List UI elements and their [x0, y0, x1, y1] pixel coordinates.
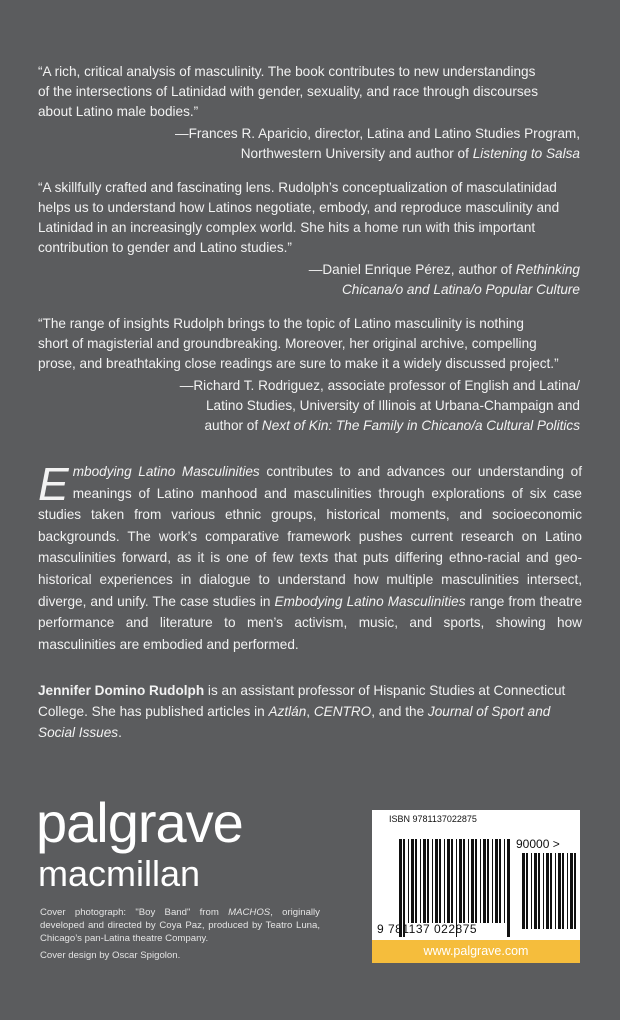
- author-bio: [38, 680, 582, 743]
- attribution-text: Northwestern University and author of: [240, 146, 473, 161]
- journal-title: Journal of Sport and Social Issues: [38, 704, 551, 740]
- isbn-label: ISBN 9781137022875: [389, 814, 477, 824]
- quote-3-line-1: “The range of insights Rudolph brings to the topic of Latino masculinity is nothing: [38, 316, 524, 331]
- quote-1-attribution-1: —Frances R. Aparicio, director, Latina and Latino Studies Program,: [175, 126, 580, 141]
- quote-2-attribution-1: [309, 261, 580, 279]
- barcode-bar: [574, 853, 576, 929]
- design-credit: Cover design by Oscar Spigolon.: [40, 950, 181, 961]
- barcode-bar: [492, 839, 493, 937]
- attribution-text: —Daniel Enrique Pérez, author of: [308, 262, 516, 277]
- bio-text: .: [118, 725, 122, 740]
- barcode-bar: [567, 853, 568, 929]
- quote-2-line-3: Latinidad in an increasingly complex world. She hits a home run with this important: [38, 220, 536, 235]
- bio-text: , and the: [371, 704, 428, 719]
- barcode-bar: [499, 839, 501, 937]
- journal-title: Aztlán: [268, 704, 307, 719]
- quote-1-line-3: about Latino male bodies.”: [38, 104, 199, 119]
- attribution-text: author of: [204, 418, 262, 433]
- barcode-bar: [546, 853, 549, 929]
- barcode-bar: [504, 839, 505, 937]
- barcode-bar: [480, 839, 481, 937]
- journal-title: CENTRO: [313, 704, 372, 719]
- book-title: Embodying Latino Masculinities: [274, 593, 466, 609]
- barcode: [372, 810, 580, 940]
- quote-2-line-2: helps us to understand how Latinos negotiate, embody, and reproduce masculinity and: [38, 200, 560, 215]
- barcode-bar: [534, 853, 537, 929]
- barcode-bar: [495, 839, 498, 937]
- barcode-digits: 9 781137 022875: [377, 922, 478, 936]
- cover-credits: [40, 906, 320, 966]
- barcode-bar: [522, 853, 525, 929]
- quote-1-attribution-2: [241, 145, 580, 163]
- barcode-box: [372, 810, 580, 963]
- barcode-bar: [543, 853, 544, 929]
- drop-cap: E: [38, 458, 69, 510]
- quote-3-attribution-1: —Richard T. Rodriguez, associate professor of English and Latina/: [179, 378, 580, 393]
- publisher-url: www.palgrave.com: [372, 940, 580, 963]
- price-code: 90000 >: [516, 837, 560, 851]
- production-title: MACHOS: [228, 907, 271, 918]
- book-title: Listening to Salsa: [472, 146, 580, 161]
- credit-text: Cover photograph: "Boy Band" from: [40, 907, 229, 918]
- barcode-bar: [538, 853, 540, 929]
- credit-text: , originally developed and directed by Coya Paz, produced by Teatro Luna, Chicago’s pan-Latina theatre Company.: [40, 907, 320, 944]
- quote-3-line-2: short of magisterial and groundbreaking. Moreover, her original archive, compelling: [38, 336, 537, 351]
- quote-1-line-1: “A rich, critical analysis of masculinity. The book contributes to new understandings: [38, 64, 536, 79]
- description-text: range from theatre performance and literature to men’s activism, music, and sports, showing how masculinities are embodied and performed.: [38, 593, 583, 652]
- barcode-bar: [562, 853, 564, 929]
- quote-3-attribution-2: Latino Studies, University of Illinois at Urbana-Champaign and: [205, 398, 580, 413]
- barcode-bar: [487, 839, 489, 937]
- barcode-bar: [570, 853, 573, 929]
- description-text: contributes to and advances our understanding of meanings of Latino manhood and masculinities through explorations of six case studies taken from various ethnic groups, historical moments, and socioeconomic backgrounds. The work’s comparative framework pushes current research on Latino masculinities forward, as it is one of few texts that puts differing ethno-racial and geo-historical experiences in dialogue to understand how multiple masculinities intersect, diverge, and unify. The case studies in: [38, 464, 582, 609]
- barcode-bar: [526, 853, 528, 929]
- author-name: Jennifer Domino Rudolph: [38, 683, 205, 698]
- quote-2-attribution-2: [342, 281, 580, 299]
- quote-3-line-3: prose, and breathtaking close readings are sure to make it a widely discussed project.”: [38, 356, 559, 371]
- book-description: [38, 458, 583, 655]
- barcode-bar: [483, 839, 486, 937]
- bio-text: is an assistant professor of Hispanic Studies at Connecticut College. She has published articles in: [38, 683, 566, 719]
- barcode-bar: [550, 853, 552, 929]
- photo-credit: [40, 906, 320, 945]
- barcode-bar: [558, 853, 561, 929]
- publisher-logo-macmillan: macmillan: [38, 853, 201, 894]
- book-title: Chicana/o and Latina/o Popular Culture: [341, 282, 580, 297]
- barcode-bar: [531, 853, 532, 929]
- bio-text: ,: [306, 704, 314, 719]
- quote-2-line-1: “A skillfully crafted and fascinating lens. Rudolph’s conceptualization of masculatinidad: [38, 180, 557, 195]
- quote-3-attribution-3: [204, 417, 580, 435]
- barcode-bar: [555, 853, 556, 929]
- quote-1-line-2: of the intersections of Latinidad with gender, sexuality, and race through discourses: [38, 84, 538, 99]
- book-title: Next of Kin: The Family in Chicano/a Cultural Politics: [261, 418, 580, 433]
- barcode-bar: [507, 839, 510, 937]
- book-title: mbodying Latino Masculinities: [72, 464, 260, 479]
- book-title: Rethinking: [515, 262, 580, 277]
- quote-2-line-4: contribution to gender and Latino studies.”: [38, 240, 292, 255]
- publisher-logo-palgrave: palgrave: [36, 791, 243, 854]
